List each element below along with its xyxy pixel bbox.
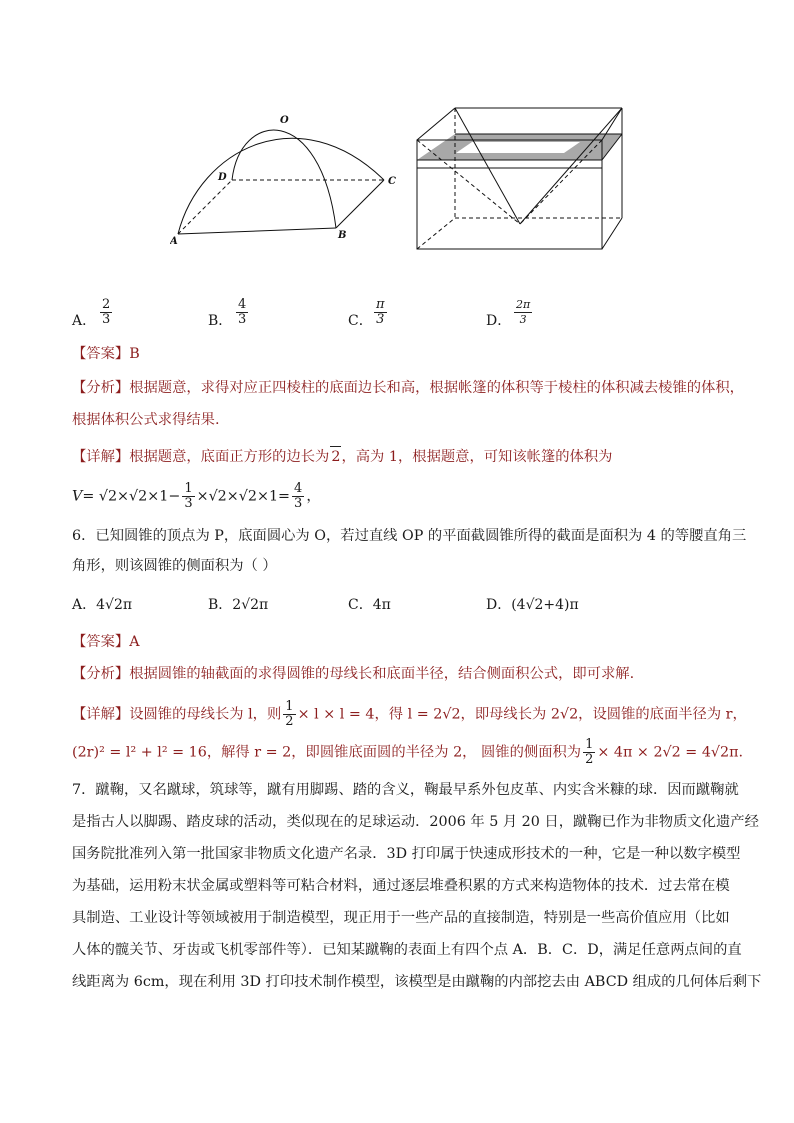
q6-option-d: D．(4√2+4)π <box>486 597 579 613</box>
q7-line-1: 7．蹴鞠，又名蹴球，筑球等，蹴有用脚踢、踏的含义，鞠最早系外包皮革、内实含米糠的球．因而蹴鞠就 <box>72 782 739 798</box>
q7-line-7: 线距离为 6cm，现在利用 3D 打印技术制作模型，该模型是由蹴鞠的内部挖去由 ABCD 组成的几何体后剩下 <box>72 974 762 990</box>
label-D: D <box>218 172 227 183</box>
tent-figure <box>170 108 410 248</box>
q6-detail-2: (2r)² = l² + l² = 16，解得 r = 2，即圆锥底面圆的半径为 2， 圆锥的侧面积为 $\frac{1}{2}$ × 4π × 2√2 = 4√2π. <box>72 737 744 767</box>
option-a-label: A． <box>72 313 97 329</box>
q6-option-a: A．4√2π <box>72 597 133 613</box>
q6-detail-1: 【详解】设圆锥的母线长为 l，则 $\frac{1}{2}$ × l × l = 4，得 l = 2√2，即母线长为 2√2，设圆锥的底面半径为 r， <box>72 699 747 729</box>
option-c-value: $\frac{\pi}{3}$ <box>376 297 385 327</box>
q5-analysis-1: 【分析】根据题意，求得对应正四棱柱的底面边长和高，根据帐篷的体积等于棱柱的体积减去棱锥的体积， <box>72 380 744 396</box>
q7-line-4: 为基础，运用粉末状金属或塑料等可粘合材料，通过逐层堆叠积累的方式来构造物体的技术．过去常在模 <box>72 878 730 894</box>
q5-answer: 【答案】B <box>72 346 140 362</box>
q7-line-2: 是指古人以脚踢、踏皮球的活动，类似现在的足球运动．2006 年 5 月 20 日，蹴鞠已作为非物质文化遗产经 <box>72 814 759 830</box>
option-d-value: $\frac{2\pi}{3}$ <box>516 298 531 326</box>
q5-detail-1: 【详解】根据题意，底面正方形的边长为 2，高为 1，根据题意，可知该帐篷的体积为 <box>72 446 612 467</box>
q6-stem-2: 角形，则该圆锥的侧面积为（ ） <box>72 558 277 574</box>
label-A: A <box>170 236 178 247</box>
option-d-label: D． <box>486 313 512 329</box>
q7-line-5: 具制造、工业设计等领域被用于制造模型，现正用于一些产品的直接制造，特别是一些高价值应用（比如 <box>72 910 730 926</box>
option-b-value: $\frac{4}{3}$ <box>238 297 247 327</box>
q6-answer: 【答案】A <box>72 634 140 650</box>
q7-line-6: 人体的髋关节、牙齿或飞机零部件等）．已知某蹴鞠的表面上有四个点 A．B．C．D，满足任意两点间的直 <box>72 942 742 958</box>
label-O: O <box>280 115 289 126</box>
q6-analysis: 【分析】根据圆锥的轴截面的求得圆锥的母线长和底面半径，结合侧面积公式，即可求解. <box>72 666 635 682</box>
q5-formula: V= √2×√2×1− $\frac{1}{3}$ ×√2×√2×1= $\frac{4}{3}$ ， <box>72 481 321 511</box>
option-a-value: $\frac{2}{3}$ <box>102 297 111 327</box>
q6-option-b: B．2√2π <box>208 597 269 613</box>
label-C: C <box>388 176 396 187</box>
q7-line-3: 国务院批准列入第一批国家非物质文化遗产名录．3D 打印属于快速成形技术的一种，它是一种以数字模型 <box>72 846 741 862</box>
label-B: B <box>338 230 347 241</box>
q6-option-c: C．4π <box>348 597 391 613</box>
option-b-label: B． <box>208 313 233 329</box>
q5-analysis-2: 根据体积公式求得结果. <box>72 412 220 428</box>
box-figure <box>412 106 634 252</box>
option-c-label: C． <box>348 313 373 329</box>
q6-stem-1: 6．已知圆锥的顶点为 P，底面圆心为 O，若过直线 OP 的平面截圆锥所得的截面是面积为 4 的等腰直角三 <box>72 528 747 544</box>
